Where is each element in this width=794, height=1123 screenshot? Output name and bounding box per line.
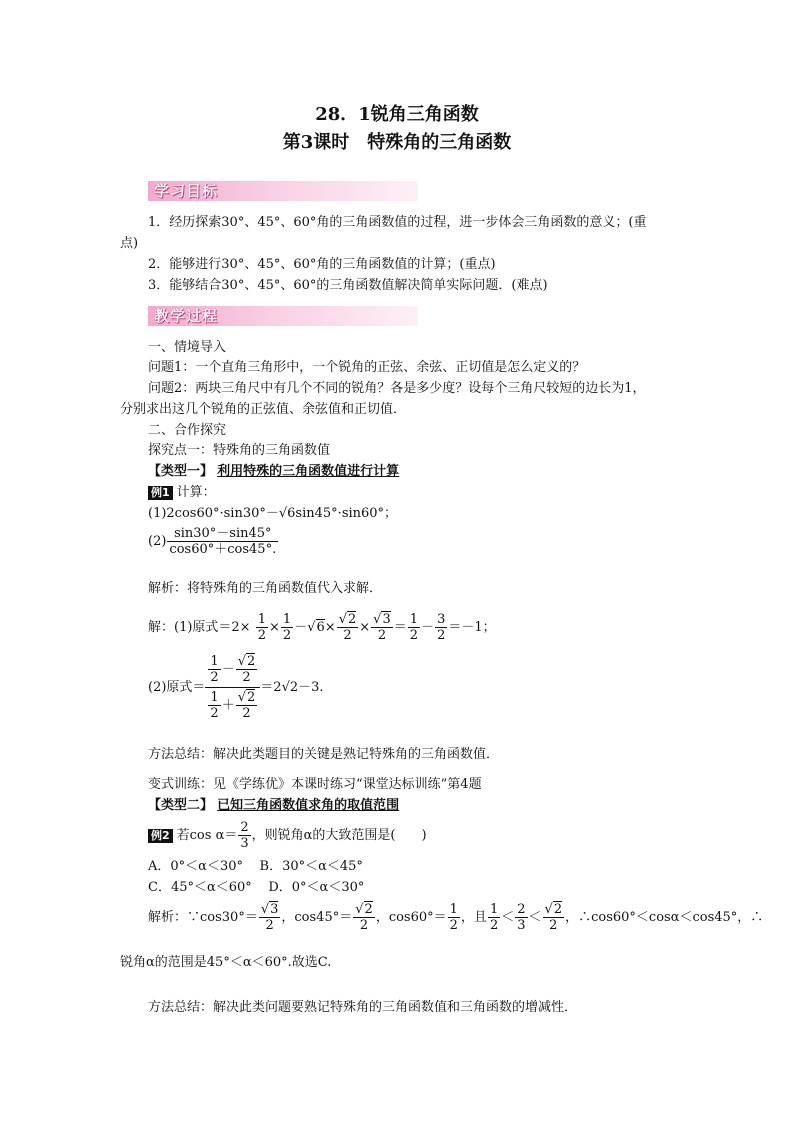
explore-heading: 二、合作探究 (148, 423, 227, 438)
lesson-title: 28．1锐角三角函数 (315, 104, 479, 125)
question-2-cont: 分别求出这几个锐角的正弦值、余弦值和正切值． (120, 402, 407, 417)
type2-heading (148, 797, 399, 815)
analysis-2-part-d: ，且 (460, 910, 487, 925)
frac-half: $\frac{1}{2}$ (282, 612, 292, 643)
option-d: D．0°＜α＜30° (268, 880, 365, 895)
example-1-part-2-label: (2) (148, 534, 167, 549)
objective-3: 3．能够结合30°、45°、60°的三角函数值解决简单实际问题．(难点) (148, 278, 548, 293)
type1-heading (148, 463, 399, 481)
type1-bracket: 【类型一】 (148, 464, 214, 479)
frac-three-halves: $\frac{3}{2}$ (437, 612, 446, 643)
option-c: C．45°＜α＜60° (148, 880, 252, 895)
question-1: 问题1：一个直角三角形中，一个锐角的正弦、余弦、正切值是怎么定义的？ (148, 360, 586, 375)
solution-1-result: ＝－1； (448, 620, 496, 635)
example-1-text: 计算： (176, 485, 216, 500)
options-row-1 (148, 858, 363, 876)
example-2 (148, 820, 427, 851)
solution-1: 解：(1)原式＝2× $\frac{1}{2}$ × $\frac{1}{2}$ －√6× $\frac{√2}{2}$ × $\frac{√3}{2}$ ＝ $\frac{1}{2}$ － $\frac{3}{2}$ ＝－1； (148, 612, 496, 643)
solution-1-label: 解：(1)原式＝2× (148, 620, 251, 635)
analysis-2-part-e: ，∴cos60°＜cosα＜cos45°，∴ (565, 910, 764, 925)
frac-two-thirds: $\frac{2}{3}$ (240, 820, 249, 851)
example-1-part-2 (148, 526, 279, 557)
options-row-2 (148, 879, 364, 897)
solution-2 (148, 652, 324, 723)
option-a: A．0°＜α＜30° (148, 859, 243, 874)
example-1-badge: 例1 (148, 486, 173, 500)
analysis-2: 解析：∵cos30°＝ $\frac{√3}{2}$ ，cos45°＝ $\frac{√2}{2}$ ，cos60°＝ $\frac{1}{2}$ ，且 $\frac{1}{2}$ ＜ $\frac{2}{3}$ ＜ $\frac{√2}{2}$ ，∴cos60°＜cosα＜cos45°，∴ (148, 902, 764, 933)
type2-bracket: 【类型二】 (148, 798, 214, 813)
process-banner (148, 306, 418, 326)
method-summary-1: 方法总结：解决此类题目的关键是熟记特殊角的三角函数值． (148, 747, 500, 762)
example-1 (148, 484, 216, 502)
objective-1-cont: 点) (120, 236, 139, 251)
frac-root3-over-2: $\frac{√3}{2}$ (373, 612, 391, 643)
analysis-2-part-b: ，cos45°＝ (281, 910, 353, 925)
objectives-banner (148, 181, 418, 201)
example-2-badge: 例2 (148, 829, 173, 843)
question-2: 问题2：两块三角尺中有几个不同的锐角？各是多少度？设每个三角尺较短的边长为1， (148, 381, 646, 396)
intro-heading: 一、情境导入 (148, 340, 227, 355)
example-1-part-1: (1)2cos60°·sin30°－√6sin45°·sin60°； (148, 506, 398, 521)
explore-point: 探究点一：特殊角的三角函数值 (148, 443, 331, 458)
example-2-text-b: ，则锐角α的大致范围是( ) (251, 828, 427, 843)
type2-title: 已知三角函数值求角的取值范围 (217, 798, 400, 813)
fraction-denominator: cos60°＋cos45°. (169, 542, 277, 557)
analysis-2-cont: 锐角α的范围是45°＜α＜60°.故选C. (120, 955, 332, 970)
solution-2-label: (2)原式＝ (148, 680, 206, 695)
analysis-2-part-c: ，cos60°＝ (375, 910, 447, 925)
fraction-numerator: sin30°－sin45° (167, 526, 278, 542)
type1-title: 利用特殊的三角函数值进行计算 (217, 464, 400, 479)
process-banner-label: 教学过程 (154, 307, 219, 325)
compound-fraction: $\frac{1}{2}$ － $\frac{√2}{2}$ $\frac{1}{2}$ ＋ $\frac{√2}{2}$ (205, 652, 260, 723)
frac-root2-over-2: $\frac{√2}{2}$ (338, 612, 357, 643)
objective-2: 2．能够进行30°、45°、60°角的三角函数值的计算；(重点) (148, 257, 496, 272)
example-2-text-a: 若cos α＝ (176, 828, 238, 843)
example-1-part-2-fraction (167, 526, 278, 557)
option-b: B．30°＜α＜45° (259, 859, 363, 874)
method-summary-2: 方法总结：解决此类问题要熟记特殊角的三角函数值和三角函数的增减性． (148, 1000, 578, 1015)
lesson-subtitle: 第3课时 特殊角的三角函数 (282, 132, 512, 153)
variant-training-1: 变式训练：见《学练优》本课时练习“课堂达标训练”第4题 (148, 777, 482, 792)
analysis-1: 解析：将特殊角的三角函数值代入求解． (148, 581, 383, 596)
frac-half: $\frac{1}{2}$ (257, 612, 267, 643)
objective-1: 1．经历探索30°、45°、60°角的三角函数值的过程，进一步体会三角函数的意义；(重 (148, 215, 647, 230)
objectives-banner-label: 学习目标 (154, 182, 219, 200)
frac-half: $\frac{1}{2}$ (409, 612, 419, 643)
solution-2-result: ＝2√2－3. (260, 680, 324, 695)
analysis-2-part-a: 解析：∵cos30°＝ (148, 910, 258, 925)
